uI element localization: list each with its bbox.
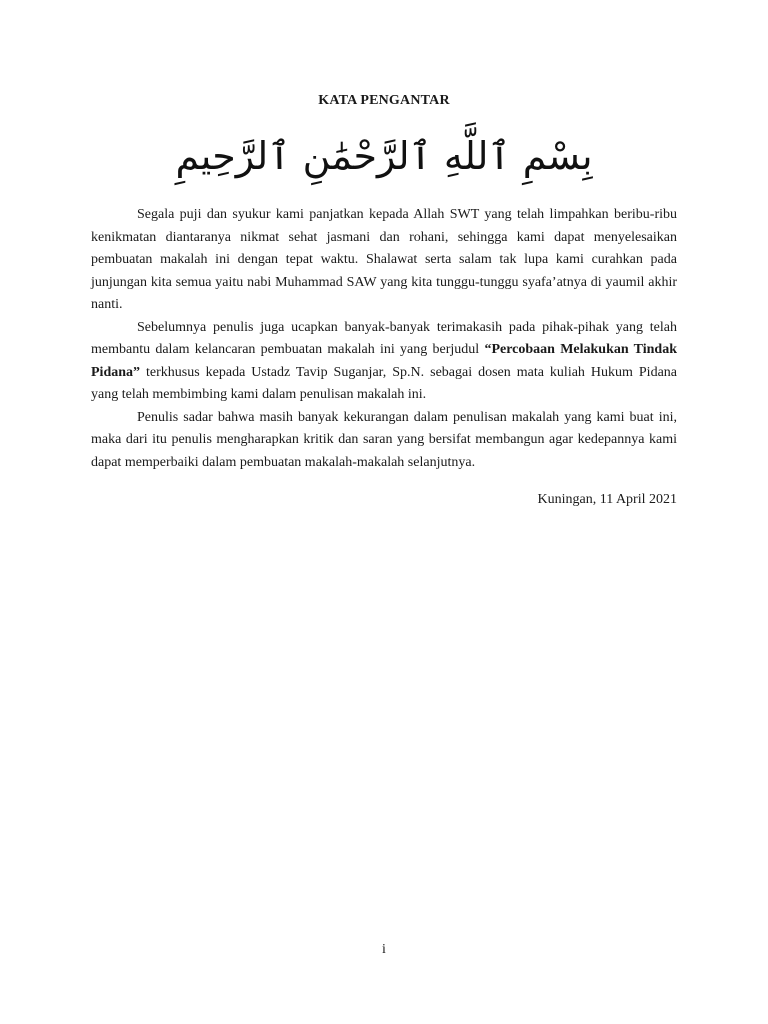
paragraph-2 [91, 317, 677, 407]
paragraph-3: Penulis sadar bahwa masih banyak kekurangan dalam penulisan makalah yang kami buat ini, maka dari itu penulis mengharapkan kritik dan saran yang bersifat membangun agar kedepannya kami dapat memperbaiki dalam pembuatan makalah-makalah selanjutnya. [91, 409, 677, 470]
paragraph-2-intro: Sebelumnya penulis juga ucapkan banyak-banyak terimakasih pada pihak-pihak yang telah membantu dalam kelancaran pembuatan makalah ini yang berjudul [91, 319, 677, 357]
basmala-calligraphy: بِسْمِ ٱللَّهِ ٱلرَّحْمَٰنِ ٱلرَّحِيمِ [175, 134, 593, 178]
place-date-signoff: Kuningan, 11 April 2021 [537, 492, 677, 507]
paragraph-1: Segala puji dan syukur kami panjatkan kepada Allah SWT yang telah limpahkan beribu-ribu kenikmatan diantaranya nikmat sehat jasmani dan rohani, sehingga kami dapat menyelesaikan pembuatan makalah ini dengan tepat waktu. Shalawat serta salam tak lupa kami curahkan pada junjungan kita semua yaitu nabi Muhammad SAW yang kita tunggu-tunggu syafa’atnya di yaumil akhir nanti. [91, 207, 677, 312]
paper-title-emphasis: “Percobaan Melakukan Tindak Pidana” [91, 342, 677, 380]
paragraph-2-rest: terkhusus kepada Ustadz Tavip Suganjar, Sp.N. sebagai dosen mata kuliah Hukum Pidana yang telah membimbing kami dalam penulisan makalah ini. [91, 364, 677, 402]
page-number: i [382, 942, 386, 957]
page-title: KATA PENGANTAR [318, 93, 450, 108]
foreword-body [91, 204, 677, 474]
